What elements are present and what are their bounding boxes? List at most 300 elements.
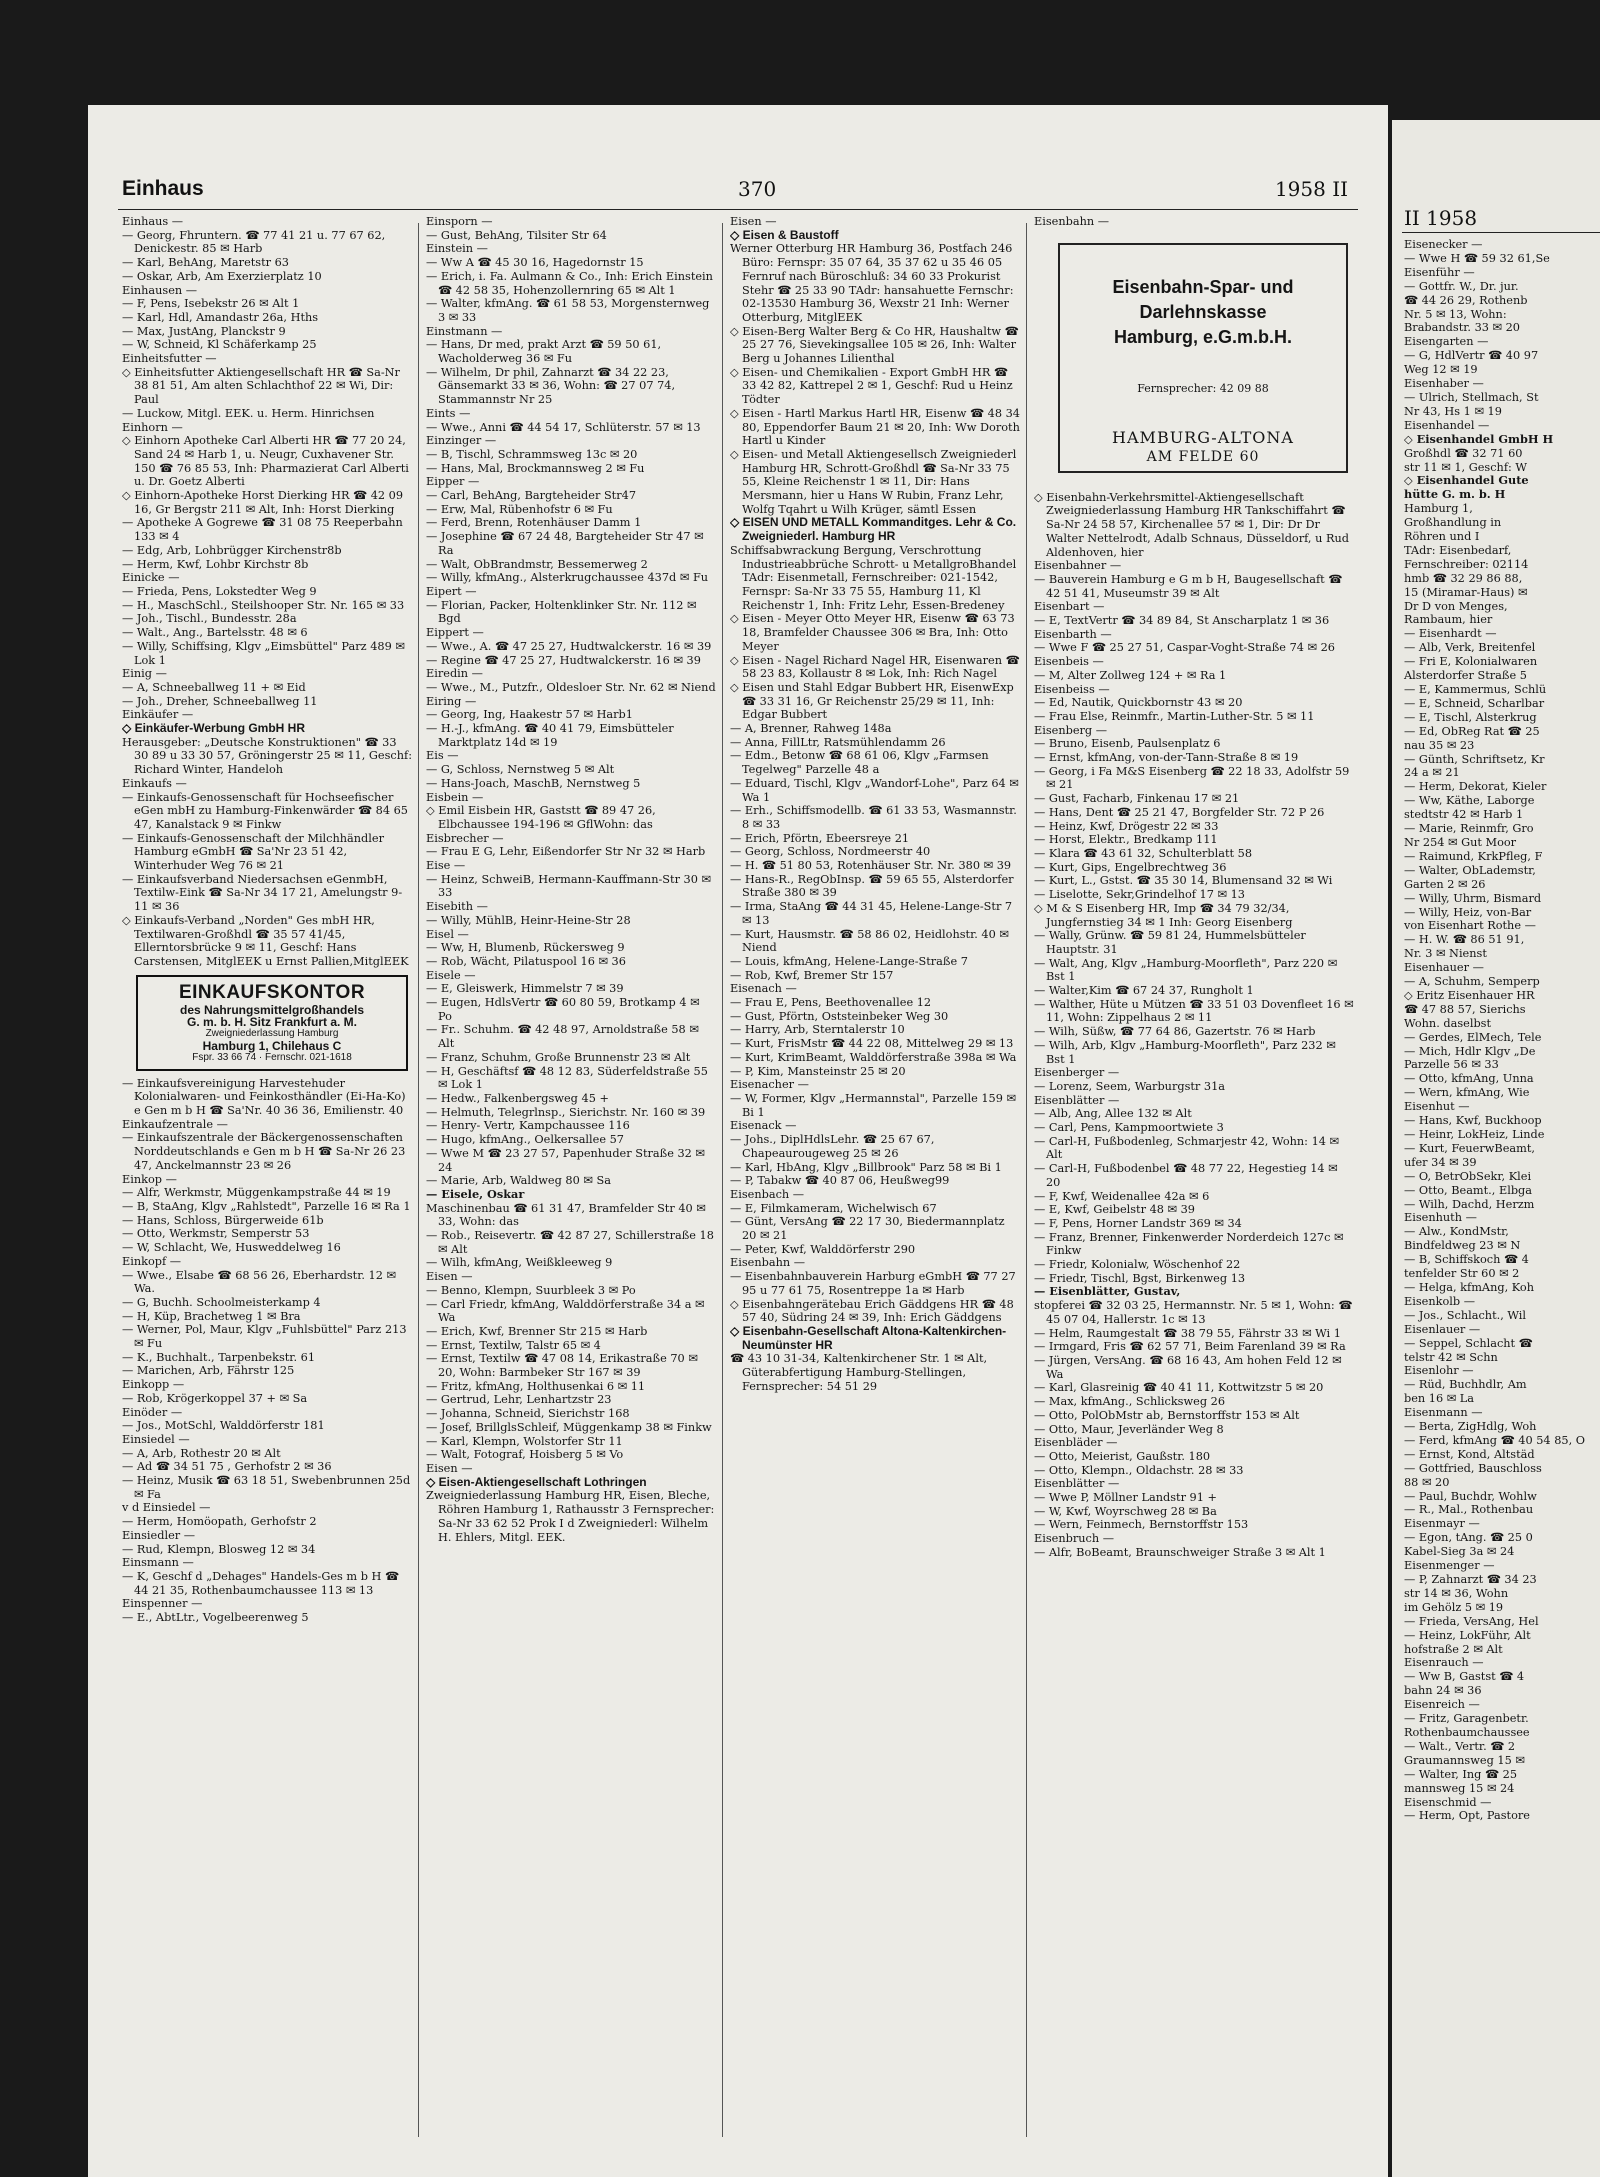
list-item: Eisenbahner — bbox=[1034, 559, 1122, 573]
list-item: Einheitsfutter — bbox=[122, 352, 217, 366]
list-item: ◇ M & S Eisenberg HR, Imp ☎ 34 79 32/34, Jungfernstieg 34 ✉ 1 Inh: Georg Eisenberg bbox=[1034, 901, 1293, 929]
list-item: — Alfr, BoBeamt, Braunschweiger Straße 3 ✉ Alt 1 bbox=[1034, 1545, 1326, 1559]
list-item: — Eisele, Oskar bbox=[426, 1186, 525, 1201]
list-item: — Eisenbahnbauverein Harburg eGmbH ☎ 77 27 95 u 77 61 75, Rosentreppe 1a ✉ Harb bbox=[730, 1270, 1016, 1297]
list-item: — Eisenblätter, Gustav, bbox=[1034, 1284, 1181, 1299]
list-item: Eisenführ — bbox=[1404, 265, 1475, 279]
list-item: — Klara ☎ 43 61 32, Schulterblatt 58 bbox=[1034, 846, 1253, 860]
list-item: Eisele — bbox=[426, 968, 476, 982]
list-item: — Willy, Schiffsing, Klgv „Eimsbüttel" Parz 489 ✉ Lok 1 bbox=[122, 639, 405, 667]
list-item: Eisenmenger — bbox=[1404, 1559, 1495, 1573]
list-item: Eisenack — bbox=[730, 1119, 797, 1133]
list-item: — Herm, Kwf, Lohbr Kirchstr 8b bbox=[122, 557, 309, 571]
list-item: — Wwe F ☎ 25 27 51, Caspar-Voght-Straße 74 ✉ 26 bbox=[1034, 641, 1335, 655]
list-item: Einzinger — bbox=[426, 434, 497, 448]
list-item: Eisen — bbox=[426, 1461, 473, 1475]
list-item: hmb ☎ 32 29 86 88, bbox=[1404, 571, 1523, 585]
list-item: — Ernst, Kond, Altstäd bbox=[1404, 1447, 1535, 1461]
list-item: — P, Kim, Mansteinstr 25 ✉ 20 bbox=[730, 1064, 906, 1078]
column-4 bbox=[1034, 215, 1354, 2159]
list-item: Rambaum, hier bbox=[1404, 613, 1493, 627]
list-item: — H. ☎ 51 80 53, Rotenhäuser Str. Nr. 380 ✉ 39 bbox=[730, 859, 1012, 873]
list-item: Eisenbeis — bbox=[1034, 655, 1104, 669]
list-item: ◇ Eisenhandel Gute bbox=[1404, 473, 1529, 488]
list-item: Eisengarten — bbox=[1404, 335, 1489, 349]
list-item: — Kurt, KrimBeamt, Walddörferstraße 398a ✉ Wa bbox=[730, 1050, 1017, 1064]
list-item: — Erich, i. Fa. Aulmann & Co., Inh: Erich Einstein ☎ 42 58 35, Hohenzollernring 65 ✉ Alt 1 bbox=[426, 269, 713, 297]
ad-line: Fspr. 33 66 74 · Fernschr. 021-1618 bbox=[192, 1051, 352, 1063]
list-item: Eisenbruch — bbox=[1034, 1532, 1115, 1546]
list-item: — Kurt, Hausmstr. ☎ 58 86 02, Heidlohstr. 40 ✉ Niend bbox=[730, 927, 1009, 955]
list-item: — Herm, Opt, Pastore bbox=[1404, 1809, 1530, 1823]
list-item: — Ed, Nautik, Quickbornstr 43 ✉ 20 bbox=[1034, 696, 1243, 710]
list-item: — Otto, Werkmstr, Semperstr 53 bbox=[122, 1227, 310, 1241]
list-item: Eisenbarth — bbox=[1034, 627, 1112, 641]
list-item: von Eisenhart Rothe — bbox=[1404, 919, 1536, 933]
list-item: Dr D von Menges, bbox=[1404, 599, 1508, 613]
list-item: — Willy, MühlB, Heinr-Heine-Str 28 bbox=[426, 913, 631, 927]
list-item: Eisenlohr — bbox=[1404, 1364, 1474, 1378]
list-item: — Ww A ☎ 45 30 16, Hagedornstr 15 bbox=[426, 256, 644, 270]
column-divider bbox=[1026, 223, 1027, 2137]
list-item: — Wilh, Süßw, ☎ 77 64 86, Gazertstr. 76 ✉ Harb bbox=[1034, 1025, 1316, 1039]
list-item: ◇ Einheitsfutter Aktiengesellschaft HR ☎ Sa-Nr 38 81 51, Am alten Schlachthof 22 ✉ Wi, Dir: Paul bbox=[122, 365, 400, 407]
list-item: Hamburg 1, bbox=[1404, 502, 1473, 516]
list-item: Zweigniederlassung Hamburg HR, Eisen, Bleche, Röhren Hamburg 1, Rathausstr 3 Fernsprecher: Sa-Nr 33 62 52 Prok I d Zweigniederl: Wilhelm H. Ehlers, Mitgl. EEK. bbox=[426, 1489, 715, 1544]
list-item: — Otto, PolObMstr ab, Bernstorffstr 153 ✉ Alt bbox=[1034, 1408, 1300, 1422]
list-item: ◇ Einkaufs-Verband „Norden" Ges mbH HR, Textilwaren-Großhdl ☎ 35 57 41/45, Ellerntorsbrücke 9 ✉ 11, Geschf: Hans Carstensen, MitglEEK u Ernst Pallien,MitglEEK bbox=[122, 913, 409, 968]
list-item: — Anna, FillLtr, Ratsmühlendamm 26 bbox=[730, 735, 946, 749]
list-item: — Günth, Schriftsetz, Kr bbox=[1404, 752, 1545, 766]
list-item: v d Einsiedel — bbox=[122, 1501, 211, 1515]
list-item: Eise — bbox=[426, 859, 466, 873]
list-item: — Walt., Ang., Bartelsstr. 48 ✉ 6 bbox=[122, 626, 308, 640]
list-item: — Rud, Klempn, Blosweg 12 ✉ 34 bbox=[122, 1542, 316, 1556]
spar-darlehnskasse-ad bbox=[1058, 243, 1348, 473]
ad-line: Darlehnskasse bbox=[1139, 301, 1267, 322]
list-item: — Einkaufsverband Niedersachsen eGenmbH, Textilw-Eink ☎ Sa-Nr 34 17 21, Amelungstr 9-11 ✉ 36 bbox=[122, 872, 403, 914]
list-item: ◇ Eisen und Stahl Edgar Bubbert HR, EisenwExp ☎ 33 31 16, Gr Reichenstr 25/29 ✉ 11, Inh: Edgar Bubbert bbox=[730, 680, 1014, 722]
list-item: — Irmgard, Fris ☎ 62 57 71, Beim Farenland 39 ✉ Ra bbox=[1034, 1340, 1346, 1354]
list-item: — Louis, kfmAng, Helene-Lange-Straße 7 bbox=[730, 954, 968, 968]
list-item: — Hans, Dr med, prakt Arzt ☎ 59 50 61, Wacholderweg 36 ✉ Fu bbox=[426, 338, 662, 366]
list-item: Eis — bbox=[426, 749, 459, 763]
list-item: — Lorenz, Seem, Warburgstr 31a bbox=[1034, 1079, 1226, 1093]
list-item: — W, Schneid, Kl Schäferkamp 25 bbox=[122, 338, 317, 352]
list-item: ◇ Eisenhandel GmbH H bbox=[1404, 431, 1554, 446]
list-item: — Carl, Pens, Kampmoortwiete 3 bbox=[1034, 1121, 1224, 1135]
list-item: Eiredin — bbox=[426, 667, 483, 681]
list-item: — Wwe., Elsabe ☎ 68 56 26, Eberhardstr. 12 ✉ Wa. bbox=[122, 1268, 396, 1296]
list-item: — Herm, Dekorat, Kieler bbox=[1404, 780, 1547, 794]
list-item: — Heinz, SchweiB, Hermann-Kauffmann-Str 30 ✉ 33 bbox=[426, 872, 711, 900]
list-item: — Heinz, Musik ☎ 63 18 51, Swebenbrunnen 25d ✉ Fa bbox=[122, 1474, 411, 1501]
list-item: — Rob, Kwf, Bremer Str 157 bbox=[730, 968, 894, 982]
list-item: str 11 ✉ 1, Geschf: W bbox=[1404, 460, 1528, 474]
list-item: — Hans-R., RegObInsp. ☎ 59 65 55, Alsterdorfer Straße 380 ✉ 39 bbox=[730, 872, 1014, 900]
list-item: — A, Schneeballweg 11 + ✉ Eid bbox=[122, 680, 306, 694]
list-item: Einkaufs — bbox=[122, 776, 187, 790]
list-item: Graumannsweg 15 ✉ bbox=[1404, 1753, 1525, 1767]
directory-page bbox=[88, 105, 1388, 2177]
list-item: Eisbein — bbox=[426, 790, 484, 804]
list-item: — Mich, Hdlr Klgv „De bbox=[1404, 1044, 1536, 1058]
list-item: Einkopp — bbox=[122, 1378, 185, 1392]
list-item: — Hans-Joach, MaschB, Nernstweg 5 bbox=[426, 776, 641, 790]
list-item: — K., Buchhalt., Tarpenbekstr. 61 bbox=[122, 1350, 316, 1364]
list-item: — Josephine ☎ 67 24 48, Bargteheider Str 47 ✉ Ra bbox=[426, 530, 704, 557]
list-item: — E, Filmkameram, Wichelwisch 67 bbox=[730, 1201, 937, 1215]
list-item: — Carl-H, Fußbodenleg, Schmarjestr 42, Wohn: 14 ✉ Alt bbox=[1034, 1134, 1340, 1162]
list-item: — F, Pens, Horner Landstr 369 ✉ 34 bbox=[1034, 1216, 1242, 1230]
list-item: — Carl, BehAng, Bargteheider Str47 bbox=[426, 489, 637, 503]
column-divider bbox=[722, 223, 723, 2137]
list-item: ◇ Einhorn-Apotheke Horst Dierking HR ☎ 42 09 16, Gr Bergstr 211 ✉ Alt, Inh: Horst Dierking bbox=[122, 489, 404, 516]
list-item: — Gertrud, Lehr, Lenhartzstr 23 bbox=[426, 1393, 612, 1407]
list-item: — Wwe., A. ☎ 47 25 27, Hudtwalckerstr. 16 ✉ 39 bbox=[426, 639, 712, 653]
list-item: ◇ Eisen & Baustoff bbox=[730, 227, 839, 242]
list-item: ◇ Eisen-Berg Walter Berg & Co HR, Haushaltw ☎ 25 27 76, Sievekingsallee 105 ✉ 26, Inh: Walter Berg u Johannes Lilienthal bbox=[730, 324, 1019, 366]
page-number: 370 bbox=[738, 177, 777, 201]
list-item: — Gust, Pförtn, Oststeinbeker Weg 30 bbox=[730, 1009, 949, 1023]
list-item: Eipert — bbox=[426, 584, 477, 598]
list-item: — K, Geschf d „Dehages" Handels-Ges m b H ☎ 44 21 35, Rothenbaumchaussee 113 ✉ 13 bbox=[122, 1569, 400, 1597]
list-item: Eints — bbox=[426, 406, 471, 420]
list-item: — Alw., KondMstr, bbox=[1404, 1225, 1509, 1239]
list-item: — Georg, Schloss, Nordmeerstr 40 bbox=[730, 845, 931, 859]
list-item: — Walter, kfmAng. ☎ 61 58 53, Morgensternweg 3 ✉ 33 bbox=[426, 297, 710, 324]
list-item: — Kurt, Gips, Engelbrechtweg 36 bbox=[1034, 860, 1227, 874]
list-item: — Carl Friedr, kfmAng, Walddörferstraße 34 a ✉ Wa bbox=[426, 1297, 705, 1325]
list-item: ◇ Eisen - Meyer Otto Meyer HR, Eisenw ☎ 63 73 18, Bramfelder Chaussee 306 ✉ Bra, Inh: Otto Meyer bbox=[730, 612, 1015, 653]
list-item: — Marichen, Arb, Fährstr 125 bbox=[122, 1364, 295, 1378]
list-item: — Otto, Maur, Jeverländer Weg 8 bbox=[1034, 1422, 1224, 1436]
list-item: Herausgeber: „Deutsche Konstruktionen" ☎ 33 30 89 u 33 30 57, Gröningerstr 25 ✉ 11, Geschf: Richard Winter, Handeloh bbox=[122, 735, 412, 777]
list-item: ☎ 44 26 29, Rothenb bbox=[1404, 293, 1528, 307]
list-item: — Ww, H, Blumenb, Rückersweg 9 bbox=[426, 941, 625, 955]
next-page-rule bbox=[1402, 232, 1600, 233]
list-item: Eisenhut — bbox=[1404, 1100, 1470, 1114]
list-item: tenfelder Str 60 ✉ 2 bbox=[1404, 1267, 1520, 1281]
list-item: — Hans, Mal, Brockmannsweg 2 ✉ Fu bbox=[426, 461, 645, 475]
list-item: Einkäufer — bbox=[122, 708, 194, 722]
list-item: — Wilhelm, Dr phil, Zahnarzt ☎ 34 22 23, Gänsemarkt 33 ✉ 36, Wohn: ☎ 27 07 74, Stammannstr Nr 25 bbox=[426, 365, 676, 407]
list-item: — Wwe M ☎ 23 27 57, Papenhuder Straße 32 ✉ 24 bbox=[426, 1146, 705, 1174]
list-item: Einig — bbox=[122, 667, 167, 681]
list-item: — Georg, Fhruntern. ☎ 77 41 21 u. 77 67 62, Denickestr. 85 ✉ Harb bbox=[122, 228, 386, 256]
list-item: — O, BetrObSekr, Klei bbox=[1404, 1169, 1532, 1183]
list-item: — Walt., Vertr. ☎ 2 bbox=[1404, 1739, 1516, 1753]
list-item: Werner Otterburg HR Hamburg 36, Postfach 246 Büro: Fernspr: 35 07 64, 35 37 62 u 35 46 05 Fernruf nach Büroschluß: 34 60 33 Prokurist Stehr ☎ 25 33 90 TAdr: hansahuette Fernschr: 02-13530 Hamburg 36, Wexstr 21 Inh: Werner Otterburg, MitglEEK bbox=[730, 242, 1014, 324]
list-item: — Walter, ObLademstr, bbox=[1404, 863, 1536, 877]
list-item: Eisenkolb — bbox=[1404, 1294, 1475, 1308]
list-item: Maschinenbau ☎ 61 31 47, Bramfelder Str 40 ✉ 33, Wohn: das bbox=[426, 1201, 706, 1229]
list-item: — Hedw., Falkenbergsweg 45 + bbox=[426, 1092, 609, 1105]
list-item: — Karl, Glasreinig ☎ 40 41 11, Kottwitzstr 5 ✉ 20 bbox=[1034, 1381, 1324, 1395]
list-item: — E, TextVertr ☎ 34 89 84, St Anscharplatz 1 ✉ 36 bbox=[1034, 614, 1330, 628]
list-item: Eisenmann — bbox=[1404, 1406, 1483, 1420]
list-item: — Benno, Klempn, Suurbleek 3 ✉ Po bbox=[426, 1283, 636, 1297]
list-item: — Willy, Uhrm, Bismard bbox=[1404, 891, 1542, 905]
list-item: — Willy, Heiz, von-Bar bbox=[1404, 905, 1532, 919]
list-item: — Bruno, Eisenb, Paulsenplatz 6 bbox=[1034, 737, 1221, 751]
list-item: Kabel-Sieg 3a ✉ 24 bbox=[1404, 1545, 1515, 1559]
list-item: — Karl, BehAng, Maretstr 63 bbox=[122, 256, 289, 270]
list-item: — Rob, Krögerkoppel 37 + ✉ Sa bbox=[122, 1391, 308, 1405]
list-item: — Edg, Arb, Lohbrügger Kirchenstr8b bbox=[122, 543, 342, 557]
list-item: — W, Kwf, Woyrschweg 28 ✉ Ba bbox=[1034, 1504, 1217, 1518]
list-item: — Georg, Ing, Haakestr 57 ✉ Harb1 bbox=[426, 708, 633, 722]
list-item: — Hans, Dent ☎ 25 21 47, Borgfelder Str. 72 P 26 bbox=[1034, 805, 1325, 819]
list-item: — Ed, ObReg Rat ☎ 25 bbox=[1404, 724, 1540, 738]
list-item: Einöder — bbox=[122, 1405, 183, 1419]
list-item: — Ulrich, Stellmach, St bbox=[1404, 390, 1539, 404]
list-item: Fernschreiber: 02114 bbox=[1404, 557, 1529, 571]
list-item: — F, Pens, Isebekstr 26 ✉ Alt 1 bbox=[122, 297, 300, 311]
list-item: — Raimund, KrkPfleg, F bbox=[1404, 849, 1543, 863]
list-item: — H. W. ☎ 86 51 91, bbox=[1404, 933, 1525, 947]
list-item: — Franz, Brenner, Finkenwerder Norderdeich 127c ✉ Finkw bbox=[1034, 1230, 1344, 1258]
list-item: Eipper — bbox=[426, 475, 480, 489]
list-item: — Jos., Schlacht., Wil bbox=[1404, 1308, 1527, 1322]
list-item: Eiring — bbox=[426, 694, 477, 708]
list-item: Nr. 5 ✉ 13, Wohn: bbox=[1404, 307, 1507, 321]
list-item: ufer 34 ✉ 39 bbox=[1404, 1155, 1477, 1169]
list-item: — Marie, Reinmfr, Gro bbox=[1404, 822, 1534, 836]
list-item: — E, Kammermus, Schlü bbox=[1404, 683, 1547, 696]
list-item: Eisel — bbox=[426, 927, 469, 941]
list-item: ◇ Eisenbahn-Verkehrsmittel-Aktiengesellschaft Zweigniederlassung Hamburg HR Tankschiffahrt ☎ Sa-Nr 24 58 57, Kirchenallee 57 ✉ 1, Dir: Dr Dr Walter Nettelrodt, Adalb Schnaus, Düsseldorf, u Rud Aldenhoven, hier bbox=[1034, 490, 1349, 559]
list-item: ◇ Eisenbahn-Gesellschaft Altona-Kaltenkirchen-Neumünster HR bbox=[730, 1323, 1007, 1352]
list-item: Rothenbaumchaussee bbox=[1404, 1725, 1530, 1739]
list-item: Eisenhuth — bbox=[1404, 1211, 1477, 1225]
list-item: Einkop — bbox=[122, 1172, 177, 1186]
list-item: — Otto, kfmAng, Unna bbox=[1404, 1072, 1534, 1086]
list-item: Eisenach — bbox=[730, 982, 797, 996]
list-item: — Erw, Mal, Rübenhofstr 6 ✉ Fu bbox=[426, 502, 613, 516]
list-item: — Regine ☎ 47 25 27, Hudtwalckerstr. 16 ✉ 39 bbox=[426, 653, 701, 667]
list-item: Eisenmayr — bbox=[1404, 1517, 1480, 1531]
list-item: — W, Schlacht, We, Husweddelweg 16 bbox=[122, 1241, 341, 1255]
list-item: Röhren und I bbox=[1404, 530, 1480, 544]
list-item: Eisenschmid — bbox=[1404, 1795, 1492, 1809]
einkaufskontor-ad bbox=[136, 975, 408, 1071]
list-item: — Josef, BrillglsSchleif, Müggenkamp 38 ✉ Finkw bbox=[426, 1420, 712, 1434]
list-item: — Oskar, Arb, Am Exerzierplatz 10 bbox=[122, 269, 322, 283]
list-item: — Alb, Verk, Breitenfel bbox=[1404, 641, 1536, 655]
list-item: Eisebith — bbox=[426, 900, 488, 914]
ad-line: G. m. b. H. Sitz Frankfurt a. M. bbox=[186, 1014, 357, 1029]
list-item: stedtstr 42 ✉ Harb 1 bbox=[1404, 808, 1524, 822]
list-item: ☎ 43 10 31-34, Kaltenkirchener Str. 1 ✉ Alt, Güterabfertigung Hamburg-Stellingen, Fernsprecher: 54 51 29 bbox=[730, 1352, 988, 1393]
list-item: Weg 12 ✉ 19 bbox=[1404, 363, 1478, 377]
list-item: — Gottfr. W., Dr. jur. bbox=[1404, 279, 1519, 293]
list-item: — P, Zahnarzt ☎ 34 23 bbox=[1404, 1573, 1537, 1586]
list-item: — Herm, Homöopath, Gerhofstr 2 bbox=[122, 1515, 317, 1529]
list-item: — Luckow, Mitgl. EEK. u. Herm. Hinrichsen bbox=[122, 406, 375, 420]
list-item: — Marie, Arb, Waldweg 80 ✉ Sa bbox=[426, 1174, 611, 1188]
list-item: — Erich, Kwf, Brenner Str 215 ✉ Harb bbox=[426, 1324, 648, 1338]
list-item: — Willy, kfmAng., Alsterkrugchaussee 437d ✉ Fu bbox=[426, 571, 709, 585]
list-item: — B, StaAng, Klgv „Rahlstedt", Parzelle 16 ✉ Ra 1 bbox=[122, 1200, 411, 1213]
list-item: 15 (Miramar-Haus) ✉ bbox=[1404, 585, 1528, 599]
ad-line: Zweigniederlassung Hamburg bbox=[205, 1027, 339, 1039]
list-item: bahn 24 ✉ 36 bbox=[1404, 1684, 1482, 1698]
list-item: Eisen — bbox=[426, 1270, 473, 1284]
list-item: Nr 43, Hs 1 ✉ 19 bbox=[1404, 404, 1502, 418]
list-item: Eisenhauer — bbox=[1404, 961, 1484, 975]
list-item: Eisenhandel — bbox=[1404, 418, 1490, 432]
list-item: ☎ 47 88 57, Sierichs bbox=[1404, 1002, 1526, 1016]
list-item: — Wern, Feinmech, Bernstorffstr 153 bbox=[1034, 1518, 1249, 1532]
list-item: — F, Kwf, Weidenallee 42a ✉ 6 bbox=[1034, 1189, 1210, 1203]
list-item: — Frau E, Pens, Beethovenallee 12 bbox=[730, 996, 932, 1010]
list-item: — Friedr, Tischl, Bgst, Birkenweg 13 bbox=[1034, 1271, 1246, 1285]
list-item: Brabandstr. 33 ✉ 20 bbox=[1404, 321, 1520, 335]
list-item: — Apotheke A Gogrewe ☎ 31 08 75 Reeperbahn 133 ✉ 4 bbox=[122, 516, 403, 544]
list-item: ◇ EISEN UND METALL Kommanditges. Lehr & Co. Zweigniederl. Hamburg HR bbox=[730, 515, 1017, 544]
list-item: — Alfr, Werkmstr, Müggenkampstraße 44 ✉ 19 bbox=[122, 1186, 391, 1200]
list-item: Bindfeldweg 23 ✉ N bbox=[1404, 1239, 1521, 1253]
list-item: Eisenhaber — bbox=[1404, 377, 1484, 391]
list-item: — Wwe., Anni ☎ 44 54 17, Schlüterstr. 57 ✉ 13 bbox=[426, 420, 701, 434]
list-item: Eisenblätter — bbox=[1034, 1093, 1120, 1107]
list-item: — H, Geschäftsf ☎ 48 12 83, Süderfeldstraße 55 ✉ Lok 1 bbox=[426, 1064, 708, 1092]
list-item: Einicke — bbox=[122, 571, 180, 585]
list-item: — Horst, Elektr., Bredkamp 111 bbox=[1034, 833, 1218, 847]
list-item: — Max, JustAng, Planckstr 9 bbox=[122, 324, 286, 338]
list-item: Einhorn — bbox=[122, 420, 183, 434]
list-item: — Alb, Ang, Allee 132 ✉ Alt bbox=[1034, 1107, 1192, 1121]
list-item: — E, Kwf, Geibelstr 48 ✉ 39 bbox=[1034, 1203, 1195, 1217]
list-item: — Frieda, Pens, Lokstedter Weg 9 bbox=[122, 584, 317, 598]
list-item: — R., Mal., Rothenbau bbox=[1404, 1503, 1534, 1517]
list-item: Einsiedel — bbox=[122, 1432, 190, 1446]
list-item: — Otto, Klempn., Oldachstr. 28 ✉ 33 bbox=[1034, 1463, 1244, 1477]
list-item: — Ferd, kfmAng ☎ 40 54 85, O bbox=[1404, 1433, 1586, 1447]
list-item: — E., AbtLtr., Vogelbeerenweg 5 bbox=[122, 1611, 309, 1625]
list-item: — A, Arb, Rothestr 20 ✉ Alt bbox=[122, 1446, 281, 1460]
list-item: — Walther, Hüte u Mützen ☎ 33 51 03 Dovenfleet 16 ✉ 11, Wohn: Zippelhaus 2 ✉ 11 bbox=[1034, 997, 1354, 1025]
column-2 bbox=[426, 215, 716, 2159]
list-item: Einspenner — bbox=[122, 1597, 203, 1611]
list-item: — Heinz, Kwf, Drögestr 22 ✉ 33 bbox=[1034, 819, 1219, 833]
list-item: — Walt, Fotograf, Hoisberg 5 ✉ Vo bbox=[426, 1448, 624, 1462]
list-item: — Wilh, Arb, Klgv „Hamburg-Moorfleth", Parz 232 ✉ Bst 1 bbox=[1034, 1038, 1336, 1066]
list-item: ◇ Eisen - Nagel Richard Nagel HR, Eisenwaren ☎ 58 23 83, Kollaustr 8 ✉ Lok, Inh: Rich Nagel bbox=[730, 653, 1020, 681]
list-item: — Helm, Raumgestalt ☎ 38 79 55, Fährstr 33 ✉ Wi 1 bbox=[1034, 1326, 1341, 1340]
list-item: — Günt, VersAng ☎ 22 17 30, Biedermannplatz 20 ✉ 21 bbox=[730, 1215, 1005, 1243]
list-item: — Eduard, Tischl, Klgv „Wandorf-Lohe", Parz 64 ✉ Wa 1 bbox=[730, 776, 1019, 804]
list-item: — Fritz, Garagenbetr. bbox=[1404, 1712, 1529, 1726]
list-item: — W, Former, Klgv „Hermannstal", Parzelle 159 ✉ Bi 1 bbox=[730, 1092, 1016, 1119]
list-item: — Kurt, FeuerwBeamt, bbox=[1404, 1141, 1535, 1155]
list-item: — E, Gleiswerk, Himmelstr 7 ✉ 39 bbox=[426, 982, 624, 996]
list-item: Eisenbart — bbox=[1034, 600, 1105, 614]
list-item: Eisenbahn — bbox=[1034, 215, 1110, 228]
list-item: — P, Tabakw ☎ 40 87 06, Heußweg99 bbox=[730, 1174, 950, 1188]
list-item: Alsterdorfer Straße 5 bbox=[1404, 669, 1527, 683]
list-item: — A, Schuhm, Semperp bbox=[1404, 975, 1540, 989]
list-item: — Wwe., M., Putzfr., Oldesloer Str. Nr. 62 ✉ Niend bbox=[426, 680, 716, 694]
list-item: Einsmann — bbox=[122, 1556, 194, 1570]
list-item: — Georg, i Fa M&S Eisenberg ☎ 22 18 33, Adolfstr 59 ✉ 21 bbox=[1034, 764, 1350, 792]
list-item: — Karl, Hdl, Amandastr 26a, Hths bbox=[122, 310, 319, 324]
list-item: Nr. 3 ✉ Nienst bbox=[1404, 947, 1487, 961]
list-item: — Helmuth, Telegrlnsp., Sierichstr. Nr. 160 ✉ 39 bbox=[426, 1105, 706, 1119]
list-item: — Otto, Beamt., Elbga bbox=[1404, 1183, 1533, 1197]
list-item: — Erh., Schiffsmodellb. ☎ 61 33 53, Wasmannstr. 8 ✉ 33 bbox=[730, 804, 1017, 831]
list-item: Einstein — bbox=[426, 242, 488, 256]
list-item: TAdr: Eisenbedarf, bbox=[1404, 543, 1512, 557]
list-item: ◇ Eisen- und Metall Aktiengesellsch Zweigniederl Hamburg HR, Schrott-Großhdl ☎ Sa-Nr 33 75 55, Kleine Reichenstr 1 ✉ 11, Dir: Hans Mersmann, hier u Hans W Rubin, Franz Lehr, Wolfg Tqahrt u Wilh Krüger, sämtl Essen bbox=[730, 447, 1017, 516]
list-item: Eisenberger — bbox=[1034, 1066, 1120, 1080]
next-page-edge bbox=[1392, 120, 1600, 2177]
list-item: — Kurt, L., Gstst. ☎ 35 30 14, Blumensand 32 ✉ Wi bbox=[1034, 874, 1333, 888]
ad-line: Hamburg, e.G.m.b.H. bbox=[1113, 326, 1293, 347]
ad-line: des Nahrungsmittelgroßhandels bbox=[179, 1002, 365, 1017]
list-item: — Johs., DiplHdlsLehr. ☎ 25 67 67, Chapeaurougeweg 25 ✉ 26 bbox=[730, 1133, 935, 1160]
list-item: — E, Schneid, Scharlbar bbox=[1404, 696, 1545, 710]
list-item: — Hans, Schloss, Bürgerweide 61b bbox=[122, 1213, 324, 1227]
list-item: ◇ Eisen- und Chemikalien - Export GmbH HR ☎ 33 42 82, Kattrepel 2 ✉ 1, Geschf: Rud u Heinz Tödter bbox=[730, 365, 1013, 407]
next-page-column bbox=[1404, 238, 1600, 1823]
list-item: — Rüd, Buchhdlr, Am bbox=[1404, 1378, 1527, 1392]
list-item: — Rob., Reisevertr. ☎ 42 87 27, Schillerstraße 18 ✉ Alt bbox=[426, 1229, 714, 1256]
list-item: — Einkaufs-Genossenschaft für Hochseefischer eGen mbH zu Hamburg-Finkenwärder ☎ 84 65 47, Kanalstack 9 ✉ Finkw bbox=[122, 790, 408, 831]
list-item: ◇ Eisenbahngerätebau Erich Gäddgens HR ☎ 48 57 40, Südring 24 ✉ 39, Inh: Erich Gäddgens bbox=[730, 1297, 1014, 1325]
list-item: Wohn. daselbst bbox=[1404, 1016, 1492, 1030]
list-item: — Gust, Facharb, Finkenau 17 ✉ 21 bbox=[1034, 792, 1240, 806]
list-item: — Seppel, Schlacht ☎ bbox=[1404, 1336, 1533, 1350]
list-item: — Wally, Grünw. ☎ 59 81 24, Hummelsbütteler Hauptstr. 31 bbox=[1034, 929, 1306, 956]
ad-line: Hamburg 1, Chilehaus C bbox=[202, 1038, 342, 1053]
list-item: — Frau Else, Reinmfr., Martin-Luther-Str. 5 ✉ 11 bbox=[1034, 709, 1315, 723]
list-item: Eisenrauch — bbox=[1404, 1656, 1484, 1670]
list-item: — Friedr, Kolonialw, Wöschenhof 22 bbox=[1034, 1258, 1241, 1272]
list-item: — Fri E, Kolonialwaren bbox=[1404, 655, 1538, 669]
list-item: str 14 ✉ 36, Wohn bbox=[1404, 1586, 1509, 1600]
list-item: — Karl, HbAng, Klgv „Billbrook" Parz 58 ✉ Bi 1 bbox=[730, 1160, 1002, 1174]
list-item: — Einkaufsvereinigung Harvestehuder Kolonialwaren- und Feinkosthändler (Ei-Ha-Ko) e Gen m b H ☎ Sa'Nr. 40 36 36, Emilienstr. 40 bbox=[122, 1076, 406, 1118]
list-item: — Ww B, Gastst ☎ 4 bbox=[1404, 1670, 1525, 1684]
list-item: — Max, kfmAng., Schlicksweg 26 bbox=[1034, 1395, 1226, 1409]
list-item: Eisenreich — bbox=[1404, 1698, 1480, 1712]
list-item: — Frau E G, Lehr, Eißendorfer Str Nr 32 ✉ Harb bbox=[426, 845, 706, 859]
list-item: ben 16 ✉ La bbox=[1404, 1392, 1475, 1406]
list-item: — Liselotte, Sekr,Grindelhof 17 ✉ 13 bbox=[1034, 888, 1245, 902]
list-item: Eisenbeiss — bbox=[1034, 682, 1110, 696]
list-item: — Egon, tAng. ☎ 25 0 bbox=[1404, 1531, 1533, 1545]
list-item: hütte G. m. b. H bbox=[1404, 487, 1506, 502]
list-item: — Fr.. Schuhm. ☎ 42 48 97, Arnoldstraße 58 ✉ Alt bbox=[426, 1023, 699, 1051]
list-item: hofstraße 2 ✉ Alt bbox=[1404, 1642, 1503, 1656]
list-item: Eisenlauer — bbox=[1404, 1322, 1481, 1336]
list-item: — Werner, Pol, Maur, Klgv „Fuhlsbüttel" Parz 213 ✉ Fu bbox=[122, 1323, 407, 1351]
ad-line: EINKAUFSKONTOR bbox=[178, 981, 366, 1003]
list-item: ◇ Eritz Eisenhauer HR bbox=[1404, 988, 1535, 1002]
list-item: ◇ Eisen-Aktiengesellschaft Lothringen bbox=[426, 1474, 647, 1489]
list-item: Eisen — bbox=[730, 215, 777, 228]
list-item: Einhausen — bbox=[122, 283, 198, 297]
list-item: ◇ Emil Eisbein HR, Gaststt ☎ 89 47 26, Elbchaussee 194-196 ✉ GflWohn: das bbox=[426, 804, 656, 831]
list-item: — Wwe H ☎ 59 32 61,Se bbox=[1404, 251, 1550, 265]
list-item: — H., MaschSchl., Steilshooper Str. Nr. 165 ✉ 33 bbox=[122, 598, 405, 612]
list-item: — Rob, Wächt, Pilatuspool 16 ✉ 36 bbox=[426, 954, 626, 968]
list-item: — Harry, Arb, Sterntalerstr 10 bbox=[730, 1023, 905, 1037]
list-item: — Walt, Ang, Klgv „Hamburg-Moorfleth", Parz 220 ✉ Bst 1 bbox=[1034, 956, 1338, 984]
list-item: Eisenacher — bbox=[730, 1078, 809, 1092]
